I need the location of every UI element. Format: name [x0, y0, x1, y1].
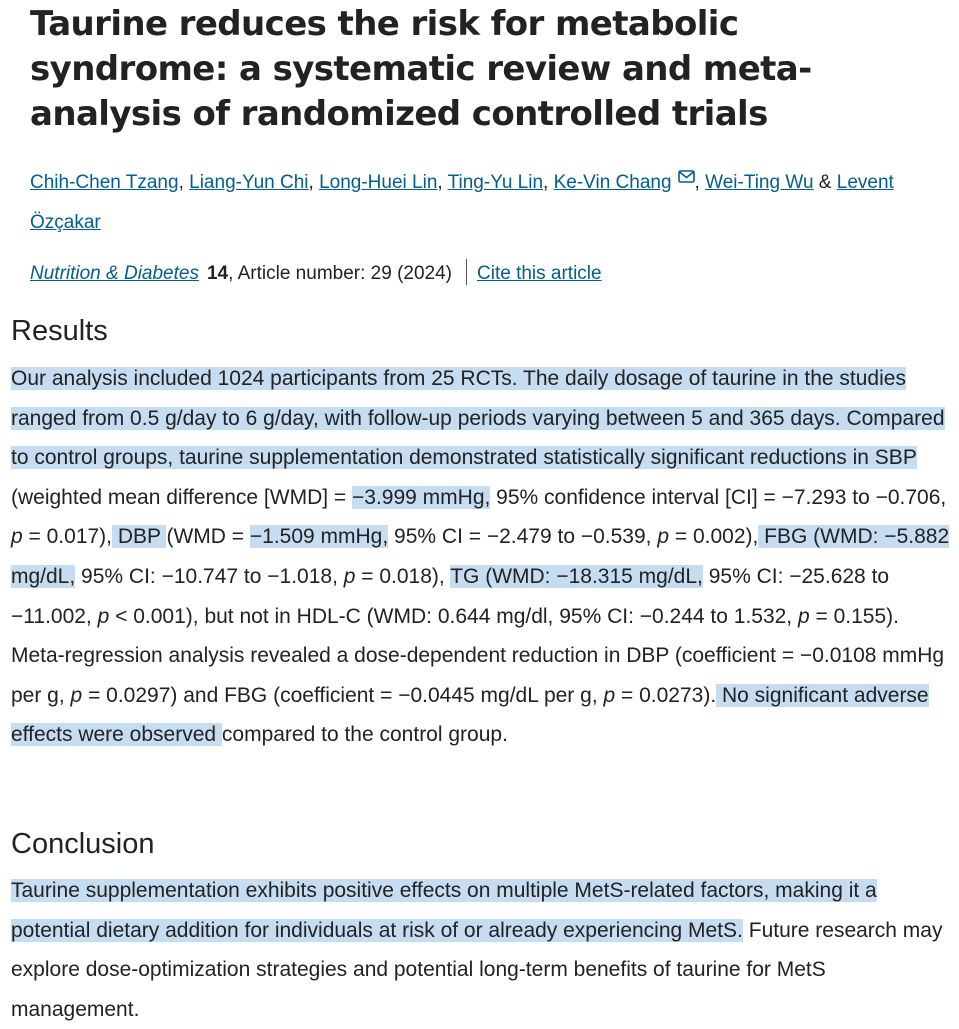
text-segment: = 0.002), — [669, 525, 759, 549]
author-separator: , — [308, 172, 320, 193]
author-link[interactable]: Chih-Chen Tzang — [30, 172, 179, 193]
text-segment: p — [603, 683, 616, 707]
author-separator: & — [813, 172, 837, 193]
author-link[interactable]: Levent Özçakar — [30, 172, 894, 233]
text-segment: = 0.0297) and FBG (coefficient = −0.0445 mg/dL per g, — [82, 683, 604, 707]
results-paragraph — [11, 359, 951, 755]
highlighted-text: No significant adverse effects were observed — [11, 683, 929, 747]
author-link[interactable]: Long-Huei Lin — [319, 172, 438, 193]
text-segment: < 0.001), but not in HDL-C (WMD: 0.644 mg/dl, 95% CI: −0.244 to 1.532, — [109, 604, 798, 628]
text-segment: compared to the control group. — [221, 723, 508, 747]
highlighted-text: Taurine supplementation exhibits positive effects on multiple MetS-related factors, making it a potential dietary addition for individuals at risk of or already experiencing MetS. — [11, 879, 877, 942]
author-separator: , — [694, 172, 706, 193]
journal-link[interactable]: Nutrition & Diabetes — [30, 263, 199, 284]
article-number: , Article number: 29 (2024) — [228, 263, 452, 284]
results-heading: Results — [11, 315, 108, 347]
conclusion-paragraph — [11, 871, 951, 1029]
text-segment: = 0.0273). — [615, 683, 717, 707]
text-segment: p — [343, 564, 356, 588]
highlighted-text: Our analysis included 1024 participants from 25 RCTs. The daily dosage of taurine in the studies ranged from 0.5 g/day to 6 g/day, with follow-up periods varying between 5 and 365 days. Compared to control groups, taurine supplementation demonstrated statistically significant reductions in SBP — [11, 367, 945, 470]
text-segment: = 0.018), — [355, 564, 451, 588]
article-meta — [30, 259, 602, 287]
text-segment: 95% confidence interval [CI] = −7.293 to −0.706, — [490, 485, 947, 509]
text-segment: p — [70, 683, 83, 707]
highlighted-text: DBP — [112, 525, 167, 549]
highlighted-text: −3.999 mmHg, — [352, 485, 491, 509]
highlighted-text: −1.509 mmHg, — [249, 525, 389, 549]
author-link[interactable]: Wei-Ting Wu — [705, 172, 814, 193]
volume-number: 14 — [206, 263, 229, 284]
text-segment: Future research may explore dose-optimization strategies and potential long-term benefits of taurine for MetS management. — [11, 918, 943, 1021]
article-title: Taurine reduces the risk for metabolic syndrome: a systematic review and meta-analysis of randomized controlled trials — [30, 4, 812, 134]
text-segment: (WMD = — [166, 525, 250, 549]
text-segment: p — [657, 525, 670, 549]
conclusion-heading: Conclusion — [11, 828, 155, 860]
text-segment: 95% CI: −10.747 to −1.018, — [75, 564, 344, 588]
text-segment: p — [797, 604, 810, 628]
text-segment: p — [97, 604, 110, 628]
author-link[interactable]: Ke-Vin Chang — [553, 172, 672, 193]
highlighted-text: FBG (WMD: −5.882 mg/dL, — [11, 525, 950, 588]
text-segment: (weighted mean difference [WMD] = — [11, 485, 353, 509]
highlighted-text: TG (WMD: −18.315 mg/dL, — [450, 564, 703, 588]
author-separator: , — [543, 172, 554, 193]
text-segment: 95% CI = −2.479 to −0.539, — [388, 525, 658, 549]
text-segment: p — [11, 525, 23, 549]
text-segment: 95% CI: −25.628 to −11.002, — [11, 564, 890, 628]
cite-article-link[interactable]: Cite this article — [477, 263, 602, 284]
author-list — [30, 158, 940, 243]
meta-divider — [466, 259, 467, 285]
text-segment: = 0.017), — [22, 525, 112, 549]
author-link[interactable]: Ting-Yu Lin — [447, 172, 544, 193]
envelope-icon[interactable] — [678, 158, 695, 198]
text-segment: = 0.155). Meta-regression analysis revealed a dose-dependent reduction in DBP (coefficient = −0.0108 mmHg per g, — [11, 604, 945, 707]
author-separator: , — [178, 172, 190, 193]
author-separator: , — [437, 172, 448, 193]
author-link[interactable]: Liang-Yun Chi — [189, 172, 309, 193]
